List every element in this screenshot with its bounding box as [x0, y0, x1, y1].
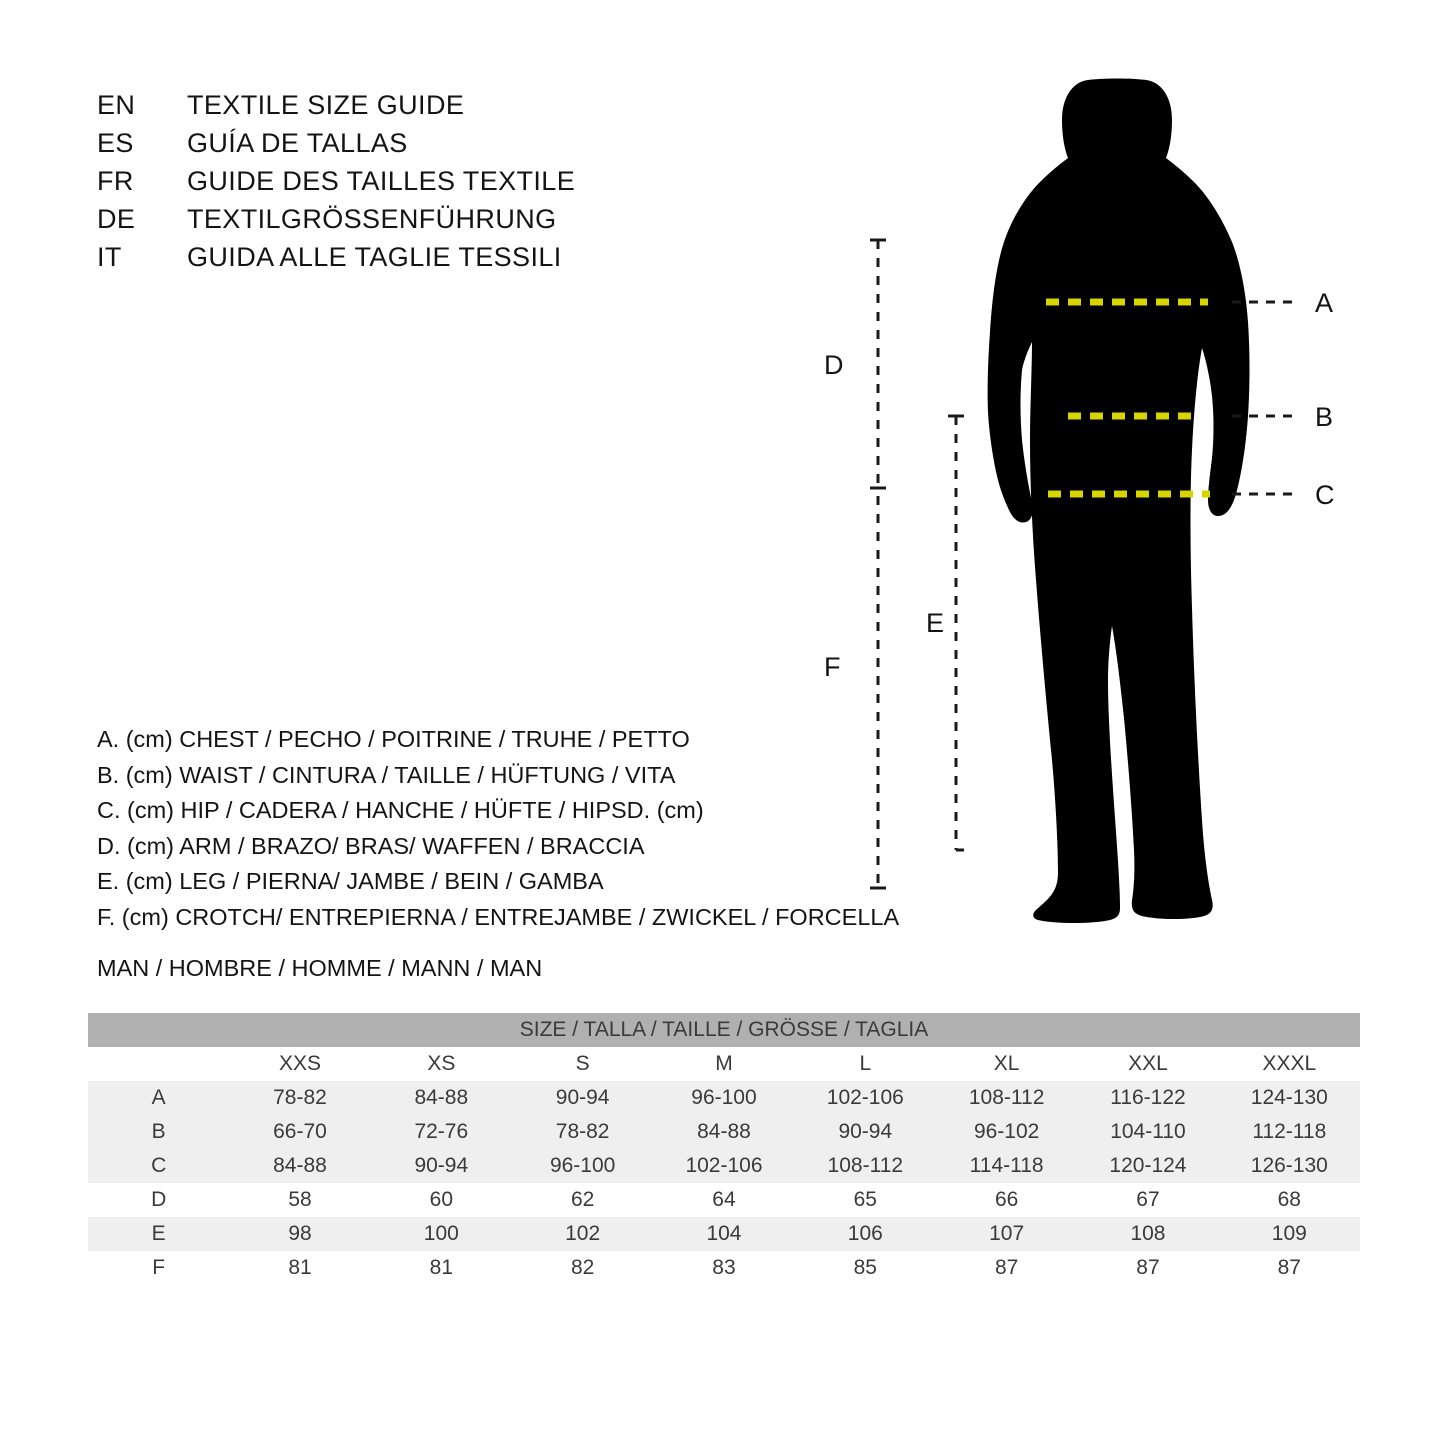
cell-d-xxl: 67 — [1077, 1183, 1218, 1217]
title-row-de — [97, 204, 737, 242]
cell-b-m: 84-88 — [653, 1115, 794, 1149]
label-c: C — [1315, 480, 1335, 510]
cell-e-m: 104 — [653, 1217, 794, 1251]
cell-b-l: 90-94 — [795, 1115, 936, 1149]
legend-item-e: E. (cm) LEG / PIERNA/ JAMBE / BEIN / GAMBA — [97, 868, 604, 894]
cell-a-m: 96-100 — [653, 1081, 794, 1115]
table-row — [88, 1217, 1360, 1251]
title-lang-it: IT — [97, 242, 122, 272]
cell-a-l: 102-106 — [795, 1081, 936, 1115]
cell-c-l: 108-112 — [795, 1149, 936, 1183]
cell-c-xl: 114-118 — [936, 1149, 1077, 1183]
cell-d-xxs: 58 — [229, 1183, 370, 1217]
cell-d-m: 64 — [653, 1183, 794, 1217]
cell-c-s: 96-100 — [512, 1149, 653, 1183]
table-row — [88, 1251, 1360, 1285]
cell-f-xl: 87 — [936, 1251, 1077, 1285]
title-text-fr: GUIDE DES TAILLES TEXTILE — [187, 166, 576, 196]
cell-c-xxl: 120-124 — [1077, 1149, 1218, 1183]
title-lang-fr: FR — [97, 166, 134, 196]
size-col-xxl: XXL — [1077, 1047, 1218, 1081]
cell-d-xl: 66 — [936, 1183, 1077, 1217]
cell-b-xs: 72-76 — [371, 1115, 512, 1149]
cell-b-xl: 96-102 — [936, 1115, 1077, 1149]
measurement-legend — [97, 722, 900, 935]
table-row — [88, 1183, 1360, 1217]
cell-e-xxs: 98 — [229, 1217, 370, 1251]
cell-f-l: 85 — [795, 1251, 936, 1285]
cell-a-xxl: 116-122 — [1077, 1081, 1218, 1115]
cell-b-s: 78-82 — [512, 1115, 653, 1149]
size-col-xs: XS — [371, 1047, 512, 1081]
table-header-label: SIZE / TALLA / TAILLE / GRÖSSE / TAGLIA — [88, 1013, 1360, 1047]
cell-a-xxxl: 124-130 — [1219, 1081, 1360, 1115]
cell-f-s: 82 — [512, 1251, 653, 1285]
table-size-row — [88, 1047, 1360, 1081]
cell-f-xxs: 81 — [229, 1251, 370, 1285]
cell-b-xxl: 104-110 — [1077, 1115, 1218, 1149]
cell-d-s: 62 — [512, 1183, 653, 1217]
cell-f-m: 83 — [653, 1251, 794, 1285]
title-row-fr — [97, 166, 737, 204]
size-col-m: M — [653, 1047, 794, 1081]
legend-item-d: D. (cm) ARM / BRAZO/ BRAS/ WAFFEN / BRACCIA — [97, 832, 645, 859]
title-row-es — [97, 128, 737, 166]
cell-e-s: 102 — [512, 1217, 653, 1251]
row-label-d: D — [88, 1183, 229, 1217]
cell-a-xxs: 78-82 — [229, 1081, 370, 1115]
title-lang-de: DE — [97, 204, 136, 234]
cell-d-xs: 60 — [371, 1183, 512, 1217]
size-col-l: L — [795, 1047, 936, 1081]
cell-a-s: 90-94 — [512, 1081, 653, 1115]
cell-f-xxl: 87 — [1077, 1251, 1218, 1285]
row-label-f: F — [88, 1251, 229, 1285]
cell-b-xxs: 66-70 — [229, 1115, 370, 1149]
size-table-wrap — [88, 1013, 1360, 1285]
row-label-a: A — [88, 1081, 229, 1115]
cell-c-xs: 90-94 — [371, 1149, 512, 1183]
cell-a-xl: 108-112 — [936, 1081, 1077, 1115]
cell-d-xxxl: 68 — [1219, 1183, 1360, 1217]
legend-item-c: C. (cm) HIP / CADERA / HANCHE / HÜFTE / HIPSD. (cm) — [97, 797, 704, 823]
cell-c-xxxl: 126-130 — [1219, 1149, 1360, 1183]
title-text-es: GUÍA DE TALLAS — [187, 128, 408, 158]
cell-e-xl: 107 — [936, 1217, 1077, 1251]
title-text-it: GUIDA ALLE TAGLIE TESSILI — [187, 242, 562, 272]
title-row-it — [97, 242, 737, 280]
silhouette-figure — [988, 79, 1250, 924]
row-label-e: E — [88, 1217, 229, 1251]
table-row — [88, 1115, 1360, 1149]
gender-label: MAN / HOMBRE / HOMME / MANN / MAN — [97, 955, 543, 981]
cell-b-xxxl: 112-118 — [1219, 1115, 1360, 1149]
label-f-text: F — [824, 652, 841, 682]
size-col-xxxl: XXXL — [1219, 1047, 1360, 1081]
table-row — [88, 1081, 1360, 1115]
body-diagram — [824, 60, 1380, 950]
title-row-en — [97, 90, 737, 128]
cell-c-m: 102-106 — [653, 1149, 794, 1183]
cell-e-xxxl: 109 — [1219, 1217, 1360, 1251]
cell-d-l: 65 — [795, 1183, 936, 1217]
title-text-de: TEXTILGRÖSSENFÜHRUNG — [187, 204, 557, 234]
legend-item-a: A. (cm) CHEST / PECHO / POITRINE / TRUHE / PETTO — [97, 726, 690, 752]
legend-item-f: F. (cm) CROTCH/ ENTREPIERNA / ENTREJAMBE / ZWICKEL / FORCELLA — [97, 903, 900, 930]
cell-c-xxs: 84-88 — [229, 1149, 370, 1183]
title-lang-es: ES — [97, 128, 134, 158]
cell-e-xxl: 108 — [1077, 1217, 1218, 1251]
cell-a-xs: 84-88 — [371, 1081, 512, 1115]
row-label-b: B — [88, 1115, 229, 1149]
cell-e-xs: 100 — [371, 1217, 512, 1251]
size-row-corner — [88, 1047, 229, 1081]
vertical-dimension-lines — [870, 240, 964, 888]
size-table — [88, 1013, 1360, 1285]
cell-f-xs: 81 — [371, 1251, 512, 1285]
label-a: A — [1315, 288, 1334, 318]
size-col-xl: XL — [936, 1047, 1077, 1081]
title-lang-en: EN — [97, 90, 136, 120]
size-col-s: S — [512, 1047, 653, 1081]
table-row — [88, 1149, 1360, 1183]
label-d-text: D — [824, 350, 844, 380]
title-text-en: TEXTILE SIZE GUIDE — [187, 90, 465, 120]
cell-f-xxxl: 87 — [1219, 1251, 1360, 1285]
table-header-row — [88, 1013, 1360, 1047]
cell-e-l: 106 — [795, 1217, 936, 1251]
label-e: E — [926, 608, 945, 638]
legend-item-b: B. (cm) WAIST / CINTURA / TAILLE / HÜFTUNG / VITA — [97, 761, 676, 788]
row-label-c: C — [88, 1149, 229, 1183]
title-block — [97, 90, 737, 280]
label-b: B — [1315, 402, 1334, 432]
size-col-xxs: XXS — [229, 1047, 370, 1081]
